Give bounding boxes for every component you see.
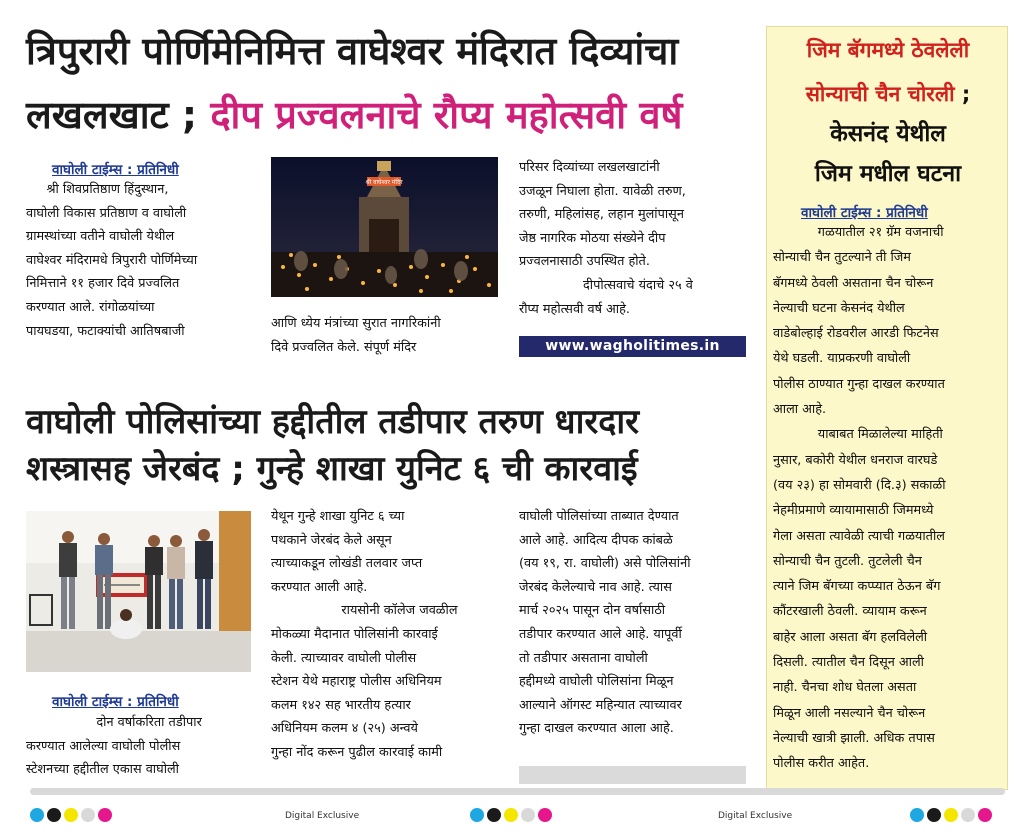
gray-dot-icon xyxy=(961,808,975,822)
story2-col2-line: येथून गुन्हे शाखा युनिट ६ च्या xyxy=(271,509,405,524)
sidebar-line: मिळून आली नसल्याने चैन चोरून xyxy=(773,705,926,721)
footer-label-right: Digital Exclusive xyxy=(718,811,793,821)
story2-col3-line: जेरबंद केलेल्याचे नाव आहे. त्यास xyxy=(519,579,672,595)
sidebar-line: याबाबत मिळालेल्या माहिती xyxy=(817,427,943,443)
story1-col3-line: प्रज्वलनासाठी उपस्थित होते. xyxy=(519,254,650,270)
footer-color-dots-center xyxy=(470,808,552,822)
sidebar-line: नाही. चैनचा शोध घेतला असता xyxy=(773,680,917,696)
sidebar-line: (वय २३) हा सोमवारी (दि.३) सकाळी xyxy=(773,477,946,493)
sidebar-line: दिसली. त्यातील चैन दिसून आली xyxy=(773,655,924,671)
story2-col3-line: आल्याने ऑगस्ट महिन्यात त्याच्यावर xyxy=(519,697,682,713)
sidebar-line: नुसार, बकोरी येथील धनराज वारघडे xyxy=(773,452,938,468)
story1-headline-black: लखलखाट ; xyxy=(26,93,211,137)
story2-col3-line: तडीपार करण्यात आले आहे. यापूर्वी xyxy=(519,626,682,642)
cyan-dot-icon xyxy=(470,808,484,822)
story2-headline-line2: शस्त्रासह जेरबंद ; गुन्हे शाखा युनिट ६ ची कारवाई xyxy=(26,449,638,489)
sidebar-line: आला आहे. xyxy=(773,402,827,418)
gray-dot-icon xyxy=(81,808,95,822)
sidebar-line: पोलीस ठाण्यात गुन्हा दाखल करण्यात xyxy=(773,376,945,392)
story1-byline: वाघोली टाईम्स : प्रतिनिधी xyxy=(52,162,179,178)
story1-col1-line: निमित्ताने ११ हजार दिवे प्रज्वलित xyxy=(26,276,180,292)
cyan-dot-icon xyxy=(30,808,44,822)
sidebar-title-semicolon: ; xyxy=(954,82,971,106)
black-dot-icon xyxy=(927,808,941,822)
sidebar-story xyxy=(766,26,1008,790)
sidebar-line: बॅगमध्ये ठेवली असताना चैन चोरून xyxy=(773,275,934,291)
story2-col2-line: करण्यात आली आहे. xyxy=(271,579,368,595)
gray-dot-icon xyxy=(521,808,535,822)
website-url-banner[interactable]: www.wagholitimes.in xyxy=(519,336,746,357)
story2-col1-line: दोन वर्षाकरिता तडीपार xyxy=(96,715,202,730)
story1-column-2 xyxy=(271,312,498,362)
magenta-dot-icon xyxy=(978,808,992,822)
police-team-photo xyxy=(26,511,251,672)
story1-col1-line: वाघेश्वर मंदिरामधे त्रिपुरारी पोर्णिमेच्या xyxy=(26,252,198,268)
story2-col2-line: त्याच्याकडून लोखंडी तलवार जप्त xyxy=(271,556,423,572)
footer-color-dots-left xyxy=(30,808,112,822)
temple-sign-text: श्री वाघेश्वर मंदिर xyxy=(365,179,403,186)
story1-col2-line: आणि ध्येय मंत्रांच्या सुरात नागरिकांनी xyxy=(271,316,441,331)
cyan-dot-icon xyxy=(910,808,924,822)
sidebar-line: नेल्याची घटना केसनंद येथील xyxy=(773,300,905,316)
story1-col1-line: वाघोली विकास प्रतिष्ठाण व वाघोली xyxy=(26,205,187,221)
sidebar-line: त्याने जिम बॅगच्या कप्प्यात ठेऊन बॅग xyxy=(773,579,941,595)
story2-col1-line: करण्यात आलेल्या वाघोली पोलीस xyxy=(26,738,181,754)
story1-column-3 xyxy=(519,156,746,331)
story2-col2-line: रायसोनी कॉलेज जवळील xyxy=(341,603,458,619)
story2-col3-line: गुन्हा दाखल करण्यात आला आहे. xyxy=(519,721,674,737)
story1-col3-line: उजळून निघाला होता. यावेळी तरुण, xyxy=(519,183,686,199)
story1-col3-line: तरुणी, महिलांसह, लहान मुलांपासून xyxy=(519,207,684,223)
story2-column-3 xyxy=(519,505,746,745)
sidebar-line: नेहमीप्रमाणे व्यायामासाठी जिममध्ये xyxy=(773,503,934,519)
story2-byline: वाघोली टाईम्स : प्रतिनिधी xyxy=(52,694,179,710)
blank-ad-space xyxy=(519,766,746,784)
sidebar-byline: वाघोली टाईम्स : प्रतिनिधी xyxy=(801,205,928,221)
yellow-dot-icon xyxy=(64,808,78,822)
sidebar-line: कौंटरखाली ठेवली. व्यायाम करून xyxy=(773,604,927,620)
story2-headline-line1: वाघोली पोलिसांच्या हद्दीतील तडीपार तरुण धारदार xyxy=(26,402,640,442)
black-dot-icon xyxy=(487,808,501,822)
story2-col2-line: केली. त्याच्यावर वाघोली पोलीस xyxy=(271,650,417,666)
footer-color-dots-right xyxy=(910,808,992,822)
story1-headline-line2 xyxy=(26,93,683,137)
story2-col3-line: आले आहे. आदित्य दीपक कांबळे xyxy=(519,532,673,548)
sidebar-line: सोन्याची चैन तुटली. तुटलेली चैन xyxy=(773,553,922,569)
sidebar-line: वाडेबोल्हाई रोडवरील आरडी फिटनेस xyxy=(773,326,939,342)
story2-column-1 xyxy=(26,711,251,783)
story2-col2-line: मोकळ्या मैदानात पोलिसांनी कारवाई xyxy=(271,626,438,642)
yellow-dot-icon xyxy=(944,808,958,822)
footer-divider xyxy=(30,788,1005,795)
footer-label-left: Digital Exclusive xyxy=(285,811,360,821)
story2-col2-line: गुन्हा नोंद करून पुढील कारवाई कामी xyxy=(271,744,443,760)
sidebar-title-line1: जिम बॅगमध्ये ठेवलेली xyxy=(806,38,970,62)
story1-col1-line: श्री शिवप्रतिष्ठाण हिंदुस्थान, xyxy=(46,182,169,197)
sidebar-line: बाहेर आला असता बॅग हलविलेली xyxy=(773,629,928,645)
story2-col3-line: वाघोली पोलिसांच्या ताब्यात देण्यात xyxy=(519,509,679,524)
magenta-dot-icon xyxy=(538,808,552,822)
story2-col3-line: तो तडीपार असताना वाघोली xyxy=(519,650,648,666)
story2-col2-line: पथकाने जेरबंद केले असून xyxy=(271,532,392,548)
story1-col1-line: ग्रामस्थांच्या वतीने वाघोली येथील xyxy=(26,229,175,245)
story1-col2-line: दिवे प्रज्वलित केले. संपूर्ण मंदिर xyxy=(271,339,417,355)
magenta-dot-icon xyxy=(98,808,112,822)
story1-col1-line: करण्यात आले. रांगोळयांच्या xyxy=(26,299,155,315)
police-team-illustration xyxy=(26,511,251,672)
story1-col1-line: पायघडया, फटाक्यांची आतिषबाजी xyxy=(26,323,185,339)
sidebar-body xyxy=(773,220,1001,786)
story2-col2-line: कलम १४२ सह भारतीय हत्यार xyxy=(271,697,411,713)
story2-col3-line: हद्दीमध्ये वाघोली पोलिसांना मिळून xyxy=(519,674,674,690)
story1-col3-line: दीपोत्सवाचे यंदाचे २५ वे xyxy=(583,277,693,293)
sidebar-title-line3: केसनंद येथील xyxy=(830,121,946,147)
sidebar-line: गेला असता त्यावेळी त्याची गळयातील xyxy=(773,528,945,544)
sidebar-title-line4: जिम मधील घटना xyxy=(814,161,962,187)
story2-col3-line: (वय १९, रा. वाघोली) असे पोलिसांनी xyxy=(519,556,691,572)
story1-col3-line: परिसर दिव्यांच्या लखलखाटांनी xyxy=(519,160,660,175)
story1-col3-line: रौप्य महोत्सवी वर्ष आहे. xyxy=(519,301,630,317)
temple-lamps-illustration xyxy=(271,157,498,297)
story2-col2-line: स्टेशन येथे महाराष्ट्र पोलीस अधिनियम xyxy=(271,674,442,690)
yellow-dot-icon xyxy=(504,808,518,822)
sidebar-line: पोलीस करीत आहेत. xyxy=(773,756,870,772)
story2-col2-line: अधिनियम कलम ४ (२५) अन्वये xyxy=(271,721,418,737)
temple-lamps-photo xyxy=(271,157,498,297)
story1-headline-pink: दीप प्रज्वलनाचे रौप्य महोत्सवी वर्ष xyxy=(210,93,683,137)
story1-col3-line: जेष्ठ नागरिक मोठया संख्येने दीप xyxy=(519,230,666,246)
sidebar-line: येथे घडली. याप्रकरणी वाघोली xyxy=(773,351,911,367)
story2-col1-line: स्टेशनच्या हद्दीतील एकास वाघोली xyxy=(26,762,179,778)
story1-headline-line1: त्रिपुरारी पोर्णिमेनिमित्त वाघेश्वर मंदिरात दिव्यांचा xyxy=(26,29,679,73)
sidebar-title-line2 xyxy=(767,84,1009,105)
black-dot-icon xyxy=(47,808,61,822)
sidebar-line: नेल्याची खात्री झाली. अधिक तपास xyxy=(773,730,935,746)
sidebar-line: गळयातील २१ ग्रॅम वजनाची xyxy=(817,225,944,240)
story2-column-2 xyxy=(271,505,498,785)
story2-col3-line: मार्च २०२५ पासून दोन वर्षासाठी xyxy=(519,603,666,619)
story1-column-1 xyxy=(26,178,251,362)
sidebar-line: सोन्याची चैन तुटल्याने ती जिम xyxy=(773,250,911,266)
sidebar-title-red: सोन्याची चैन चोरली xyxy=(805,82,955,106)
